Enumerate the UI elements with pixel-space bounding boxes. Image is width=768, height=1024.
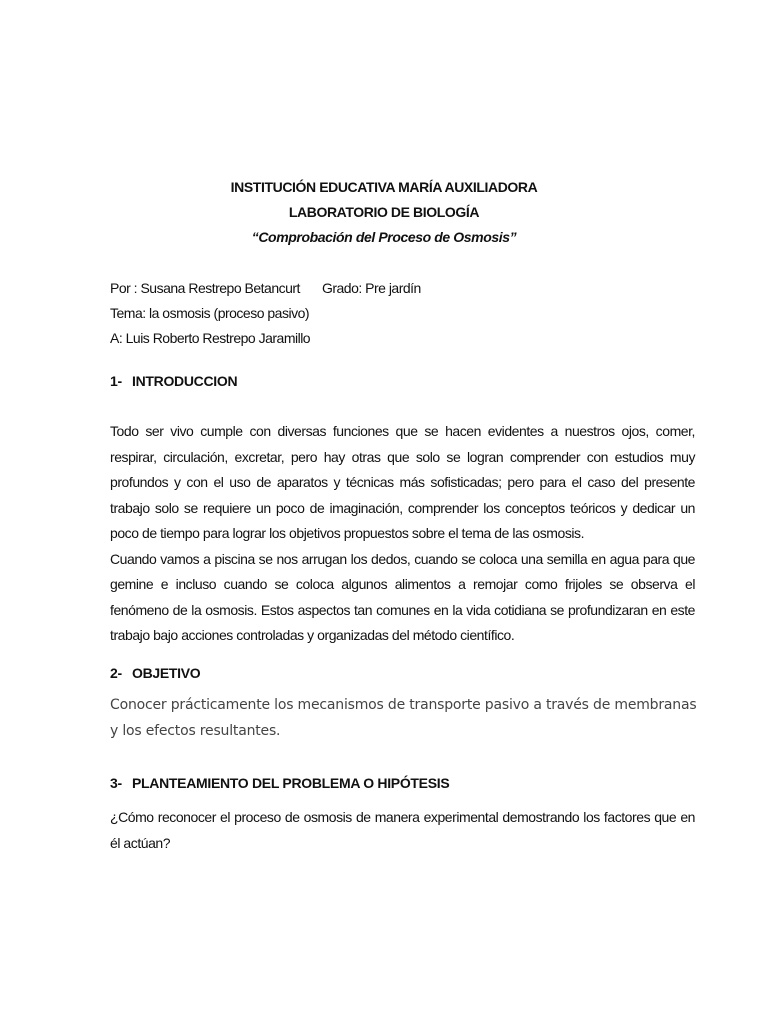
- introduction-body: [110, 419, 695, 649]
- section-title: PLANTEAMIENTO DEL PROBLEMA O HIPÓTESIS: [132, 775, 450, 791]
- section-heading-planteamiento: [110, 775, 449, 791]
- section-number: 1-: [110, 373, 122, 389]
- section-number: 3-: [110, 775, 122, 791]
- document-header: [0, 178, 768, 253]
- section-heading-introduccion: [110, 373, 237, 389]
- section-number: 2-: [110, 665, 122, 681]
- topic: Tema: la osmosis (proceso pasivo): [110, 305, 310, 321]
- advisor: A: Luis Roberto Restrepo Jaramillo: [110, 330, 311, 346]
- section-title: INTRODUCCION: [132, 373, 238, 389]
- problem-text: [110, 805, 695, 856]
- objective-text: Conocer prácticamente los mecanismos de transporte pasivo a través de membranas y los efectos resultantes.: [110, 697, 697, 739]
- author-line: [110, 279, 700, 304]
- institution-name: INSTITUCIÓN EDUCATIVA MARÍA AUXILIADORA: [230, 179, 538, 195]
- intro-paragraph-1: Todo ser vivo cumple con diversas funciones que se hacen evidentes a nuestros ojos, comer, respirar, circulación, excretar, pero hay otras que solo se logran comprender con estudios muy profundos y con el uso de aparatos y técnicas más sofisticadas; pero para el caso del presente trabajo solo se requiere un poco de imaginación, comprender los conceptos teóricos y dedicar un poco de tiempo para lograr los objetivos propuestos sobre el tema de las osmosis.: [110, 423, 695, 541]
- grade: Grado: Pre jardín: [321, 280, 421, 296]
- author: Por : Susana Restrepo Betancurt: [110, 280, 300, 296]
- section-title: OBJETIVO: [132, 665, 201, 681]
- section-heading-objetivo: [110, 665, 200, 681]
- document-meta: [110, 279, 700, 354]
- problem-question: ¿Cómo reconocer el proceso de osmosis de manera experimental demostrando los factores que en él actúan?: [110, 809, 695, 851]
- lab-name: LABORATORIO DE BIOLOGÍA: [288, 204, 480, 220]
- intro-paragraph-2: Cuando vamos a piscina se nos arrugan los dedos, cuando se coloca una semilla en agua para que gemine e incluso cuando se coloca algunos alimentos a remojar como frijoles se observa el fenómeno de la osmosis. Estos aspectos tan comunes en la vida cotidiana se profundizaran en este trabajo bajo acciones controladas y organizadas del método científico.: [110, 550, 695, 643]
- document-title: “Comprobación del Proceso de Osmosis”: [251, 229, 517, 245]
